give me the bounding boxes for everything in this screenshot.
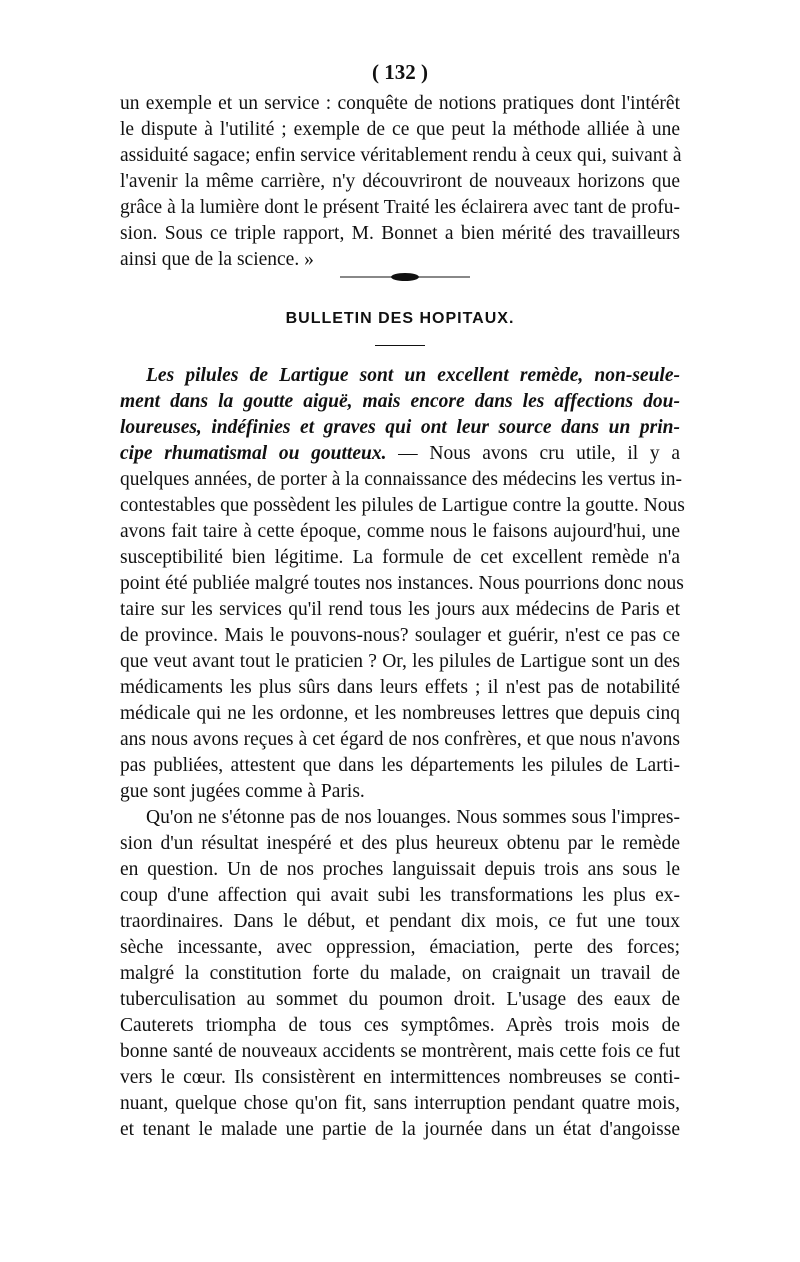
- text-line: avons fait taire à cette époque, comme nous le faisons aujourd'hui, une: [120, 521, 680, 542]
- italic-line: ment dans la goutte aiguë, mais encore dans les affections dou-: [120, 391, 680, 412]
- italic-line: Les pilules de Lartigue sont un excellent remède, non-seule-: [146, 365, 680, 386]
- text-run: — Nous avons cru utile, il y a: [386, 443, 680, 464]
- text-line: grâce à la lumière dont le présent Traité les éclairera avec tant de profu-: [120, 197, 680, 218]
- ornament-divider: [340, 272, 470, 282]
- text-line: traordinaires. Dans le début, et pendant dix mois, ce fut une toux: [120, 911, 680, 932]
- text-line: l'avenir la même carrière, n'y découvriront de nouveaux horizons que: [120, 171, 680, 192]
- short-rule: [375, 344, 425, 347]
- text-line: médicaments les plus sûrs dans leurs effets ; il n'est pas de notabilité: [120, 677, 680, 698]
- text-line: que veut avant tout le praticien ? Or, les pilules de Lartigue sont un des: [120, 651, 680, 672]
- text-line: coup d'une affection qui avait subi les transformations les plus ex-: [120, 885, 680, 906]
- mixed-line: [120, 442, 680, 466]
- text-line: susceptibilité bien légitime. La formule de cet excellent remède n'a: [120, 547, 680, 568]
- text-line: en question. Un de nos proches languissait depuis trois ans sous le: [120, 859, 680, 880]
- text-line: sèche incessante, avec oppression, émaciation, perte des forces;: [120, 937, 680, 958]
- text-line: contestables que possèdent les pilules de Lartigue contre la goutte. Nous: [120, 495, 685, 516]
- text-line: gue sont jugées comme à Paris.: [120, 781, 365, 802]
- text-line: un exemple et un service : conquête de notions pratiques dont l'intérêt: [120, 93, 680, 114]
- page-number: ( 132 ): [372, 60, 428, 84]
- italic-run: cipe rhumatismal ou goutteux.: [120, 443, 387, 464]
- text-line: et tenant le malade une partie de la journée dans un état d'angoisse: [120, 1119, 680, 1140]
- text-line: bonne santé de nouveaux accidents se montrèrent, mais cette fois ce fut: [120, 1041, 680, 1062]
- text-line: Qu'on ne s'étonne pas de nos louanges. Nous sommes sous l'impres-: [146, 807, 680, 828]
- text-line: tuberculisation au sommet du poumon droit. L'usage des eaux de: [120, 989, 680, 1010]
- text-line: vers le cœur. Ils consistèrent en intermittences nombreuses se conti-: [120, 1067, 680, 1088]
- section-heading: BULLETIN DES HOPITAUX.: [285, 310, 515, 327]
- text-line: point été publiée malgré toutes nos instances. Nous pourrions donc nous: [120, 573, 684, 594]
- text-line: le dispute à l'utilité ; exemple de ce que peut la méthode alliée à une: [120, 119, 680, 140]
- text-line: ainsi que de la science. »: [120, 249, 314, 270]
- text-line: malgré la constitution forte du malade, on craignait un travail de: [120, 963, 680, 984]
- text-line: sion d'un résultat inespéré et des plus heureux obtenu par le remède: [120, 833, 680, 854]
- text-line: médicale qui ne les ordonne, et les nombreuses lettres que depuis cinq: [120, 703, 680, 724]
- text-line: sion. Sous ce triple rapport, M. Bonnet a bien mérité des travailleurs: [120, 223, 680, 244]
- text-line: pas publiées, attestent que dans les départements les pilules de Larti-: [120, 755, 680, 776]
- text-line: taire sur les services qu'il rend tous les jours aux médecins de Paris et: [120, 599, 680, 620]
- text-line: ans nous avons reçues à cet égard de nos confrères, et que nous n'avons: [120, 729, 680, 750]
- text-line: assiduité sagace; enfin service véritablement rendu à ceux qui, suivant à: [120, 145, 682, 166]
- text-line: quelques années, de porter à la connaissance des médecins les vertus in-: [120, 469, 683, 490]
- text-line: de province. Mais le pouvons-nous? soulager et guérir, n'est ce pas ce: [120, 625, 680, 646]
- text-line: Cauterets triompha de tous ces symptômes. Après trois mois de: [120, 1015, 680, 1036]
- text-line: nuant, quelque chose qu'on fit, sans interruption pendant quatre mois,: [120, 1093, 680, 1114]
- italic-line: loureuses, indéfinies et graves qui ont leur source dans un prin-: [120, 417, 680, 438]
